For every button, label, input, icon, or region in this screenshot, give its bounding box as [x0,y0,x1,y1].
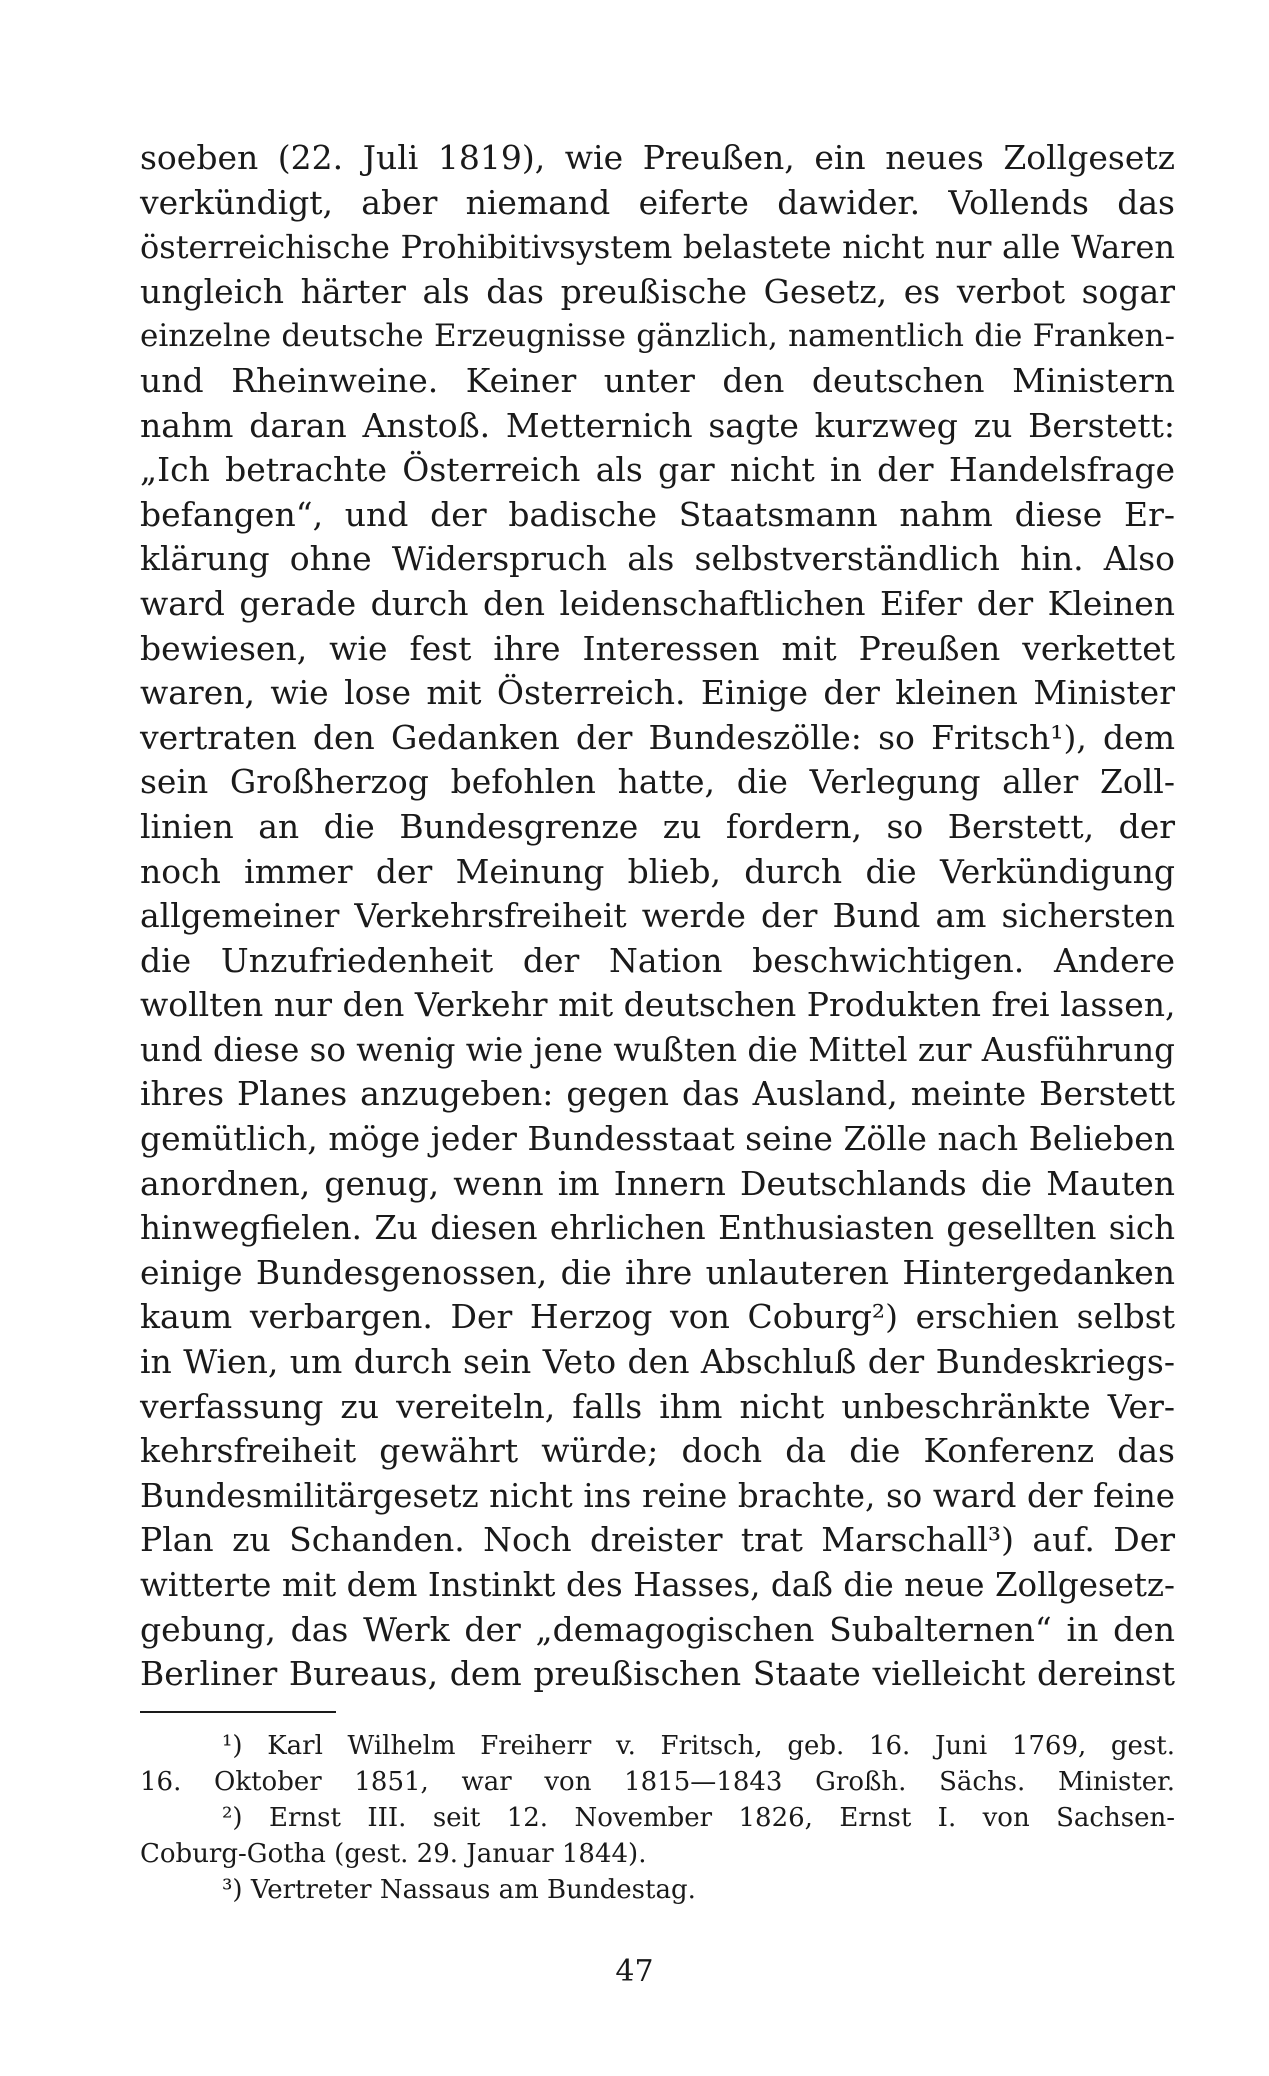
text-line: gebung, das Werk der „demagogischen Subalternen“ in den [140,1609,1175,1649]
page-number: 47 [615,1954,654,1989]
text-line: „Ich betrachte Österreich als gar nicht in der Handelsfrage [140,450,1175,490]
text-line: kehrsfreiheit gewährt würde; doch da die Konferenz das [140,1431,1175,1471]
text-line: Berliner Bureaus, dem preußischen Staate vielleicht dereinst [140,1654,1175,1694]
footnote-line: Coburg-Gotha (gest. 29. Januar 1844). [140,1839,647,1869]
footnote-separator [140,1711,336,1713]
text-line: sein Großherzog befohlen hatte, die Verlegung aller Zoll- [140,762,1175,802]
text-line: Plan zu Schanden. Noch dreister trat Marschall³) auf. Der [140,1520,1175,1560]
text-line: und diese so wenig wie jene wußten die Mittel zur Ausführung [140,1030,1175,1069]
text-line: anordnen, genug, wenn im Innern Deutschlands die Mauten [140,1163,1175,1203]
text-line: nahm daran Anstoß. Metternich sagte kurzweg zu Berstett: [140,405,1175,445]
text-line: ihres Planes anzugeben: gegen das Ausland, meinte Berstett [140,1074,1175,1114]
text-line: ward gerade durch den leidenschaftlichen Eifer der Kleinen [140,583,1175,623]
text-line: hinwegfielen. Zu diesen ehrlichen Enthusiasten gesellten sich [140,1209,1175,1248]
text-line: die Unzufriedenheit der Nation beschwichtigen. Andere [140,940,1175,980]
text-line: noch immer der Meinung blieb, durch die Verkündigung [140,851,1175,891]
text-line: wollten nur den Verkehr mit deutschen Produkten frei lassen, [140,985,1176,1025]
text-line: Bundesmilitärgesetz nicht ins reine brachte, so ward der feine [140,1476,1175,1515]
text-line: soeben (22. Juli 1819), wie Preußen, ein neues Zollgesetz [140,138,1175,177]
footnote-line: ³) Vertreter Nassaus am Bundestag. [222,1875,696,1905]
text-line: verkündigt, aber niemand eiferte dawider. Vollends das [140,182,1175,222]
text-line: klärung ohne Widerspruch als selbstverständlich hin. Also [140,539,1175,579]
text-line: in Wien, um durch sein Veto den Abschluß der Bundeskriegs- [140,1342,1175,1382]
text-line: befangen“, und der badische Staatsmann nahm diese Er- [140,494,1175,534]
text-line: linien an die Bundesgrenze zu fordern, so Berstett, der [140,806,1175,846]
text-line: witterte mit dem Instinkt des Hasses, daß die neue Zollgesetz- [140,1566,1175,1604]
footnote-line: 16. Oktober 1851, war von 1815—1843 Großh. Sächs. Minister. [140,1767,1175,1797]
text-line: gemütlich, möge jeder Bundesstaat seine Zölle nach Belieben [140,1119,1175,1159]
text-line: bewiesen, wie fest ihre Interessen mit Preußen verkettet [140,628,1175,668]
footnote-line: ²) Ernst III. seit 12. November 1826, Ernst I. von Sachsen- [222,1803,1175,1833]
text-line: und Rheinweine. Keiner unter den deutschen Ministern [140,360,1175,400]
text-line: österreichische Prohibitivsystem belastete nicht nur alle Waren [140,228,1175,267]
text-line: ungleich härter als das preußische Gesetz, es verbot sogar [140,271,1175,311]
text-line: allgemeiner Verkehrsfreiheit werde der Bund am sichersten [140,896,1175,936]
main-text-block [140,136,1175,1697]
text-line: vertraten den Gedanken der Bundeszölle: so Fritsch¹), dem [140,717,1175,757]
text-line: einige Bundesgenossen, die ihre unlauteren Hintergedanken [140,1252,1175,1292]
footnote-line: ¹) Karl Wilhelm Freiherr v. Fritsch, geb. 16. Juni 1769, gest. [222,1731,1175,1761]
text-line: waren, wie lose mit Österreich. Einige der kleinen Minister [140,673,1175,713]
footnotes-block [140,1728,1175,1908]
text-line: verfassung zu vereiteln, falls ihm nicht unbeschränkte Ver- [140,1386,1175,1426]
text-line: kaum verbargen. Der Herzog von Coburg²) erschien selbst [140,1297,1175,1337]
text-line: einzelne deutsche Erzeugnisse gänzlich, namentlich die Franken- [140,318,1175,355]
